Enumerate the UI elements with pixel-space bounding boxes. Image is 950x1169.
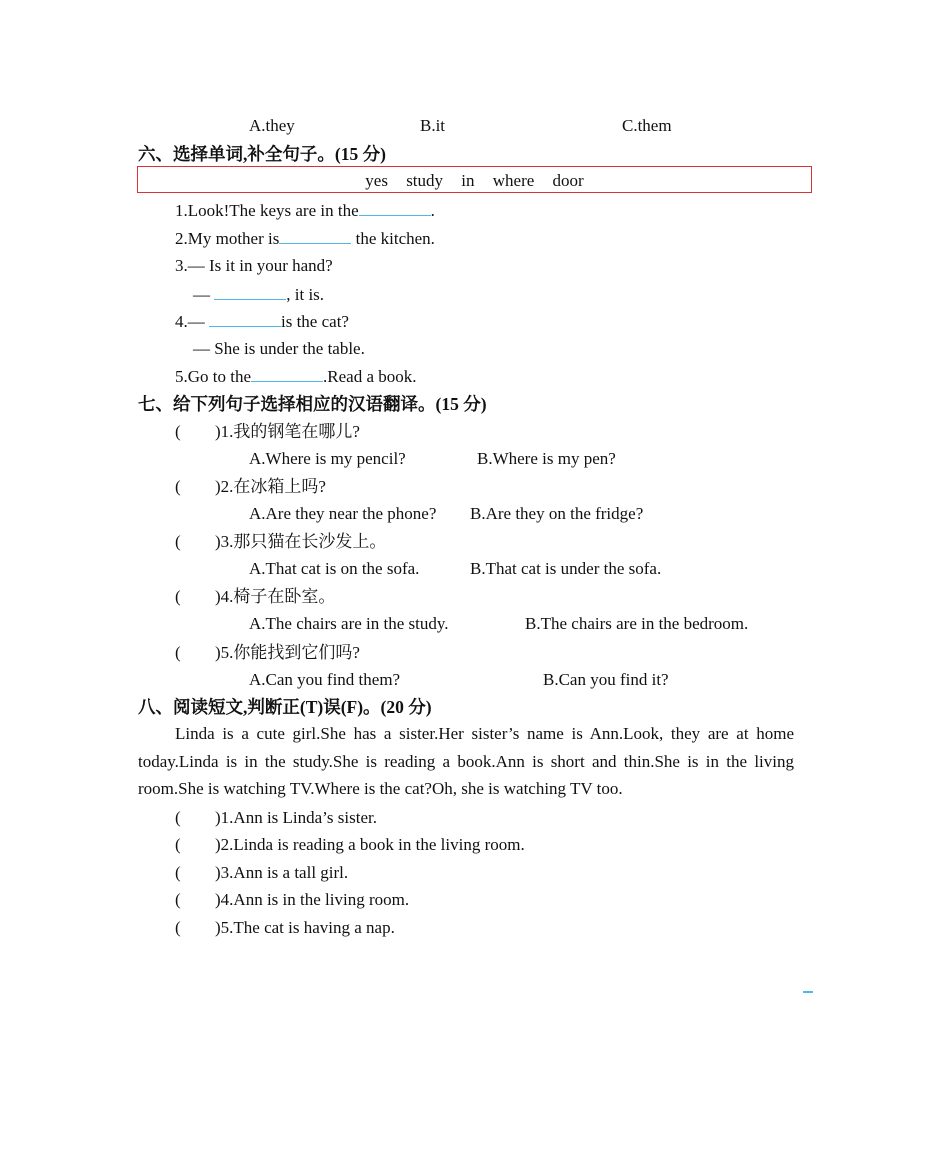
fill-item-4-question: 4.— is the cat? [175,312,349,331]
answer-blank[interactable] [359,200,431,216]
translate-option-a: A.That cat is on the sofa. [249,559,420,578]
translate-option-a: A.Where is my pencil? [249,449,406,468]
translate-option-a: A.Can you find them? [249,670,401,689]
translate-option-b: B.Can you find it? [543,670,669,689]
option-c: C.them [622,116,672,135]
fill-item-3-question: 3.— Is it in your hand? [175,256,333,275]
option-a: A.they [249,116,295,135]
answer-blank[interactable] [251,366,323,382]
translate-option-b: B.Are they on the fridge? [470,504,644,523]
translate-question-1: ( )1.我的钢笔在哪儿? [175,422,360,441]
answer-blank[interactable] [209,311,281,327]
translate-option-b: B.Where is my pen? [477,449,616,468]
judge-item-5: ( )5.The cat is having a nap. [175,918,395,937]
translate-option-b: B.That cat is under the sofa. [470,559,662,578]
fill-item-1: 1.Look!The keys are in the . [175,201,435,220]
answer-blank[interactable] [279,228,351,244]
translate-option-a: A.The chairs are in the study. [249,614,449,633]
judge-item-3: ( )3.Ann is a tall girl. [175,863,349,882]
judge-item-2: ( )2.Linda is reading a book in the living room. [175,835,525,854]
section-7-heading: 七、给下列句子选择相应的汉语翻译。(15 分) [138,394,487,414]
word-bank: yes study in where door [365,171,584,190]
fill-item-2: 2.My mother is the kitchen. [175,229,435,248]
section-8-heading: 八、阅读短文,判断正(T)误(F)。(20 分) [138,697,432,717]
translate-question-4: ( )4.椅子在卧室。 [175,587,336,606]
page-marker [803,991,813,993]
translate-question-5: ( )5.你能找到它们吗? [175,643,360,662]
answer-blank[interactable] [214,284,286,300]
fill-item-5: 5.Go to the .Read a book. [175,367,417,386]
section-6-heading: 六、选择单词,补全句子。(15 分) [138,144,386,164]
fill-item-4-answer: — She is under the table. [193,339,365,358]
reading-passage: Linda is a cute girl.She has a sister.Her sister’s name is Ann.Look, they are at home today.Linda is in the study.She is reading a book.Ann is short and thin.She is in the living room.She is watching TV.Where is the cat?Oh, she is watching TV too. [138,724,794,799]
option-b: B.it [420,116,446,135]
translate-option-a: A.Are they near the phone? [249,504,437,523]
translate-question-2: ( )2.在冰箱上吗? [175,477,326,496]
word-bank-box [137,166,812,193]
translate-question-3: ( )3.那只猫在长沙发上。 [175,532,387,551]
fill-item-3-answer: — , it is. [193,285,325,304]
judge-item-1: ( )1.Ann is Linda’s sister. [175,808,377,827]
judge-item-4: ( )4.Ann is in the living room. [175,890,410,909]
translate-option-b: B.The chairs are in the bedroom. [525,614,749,633]
